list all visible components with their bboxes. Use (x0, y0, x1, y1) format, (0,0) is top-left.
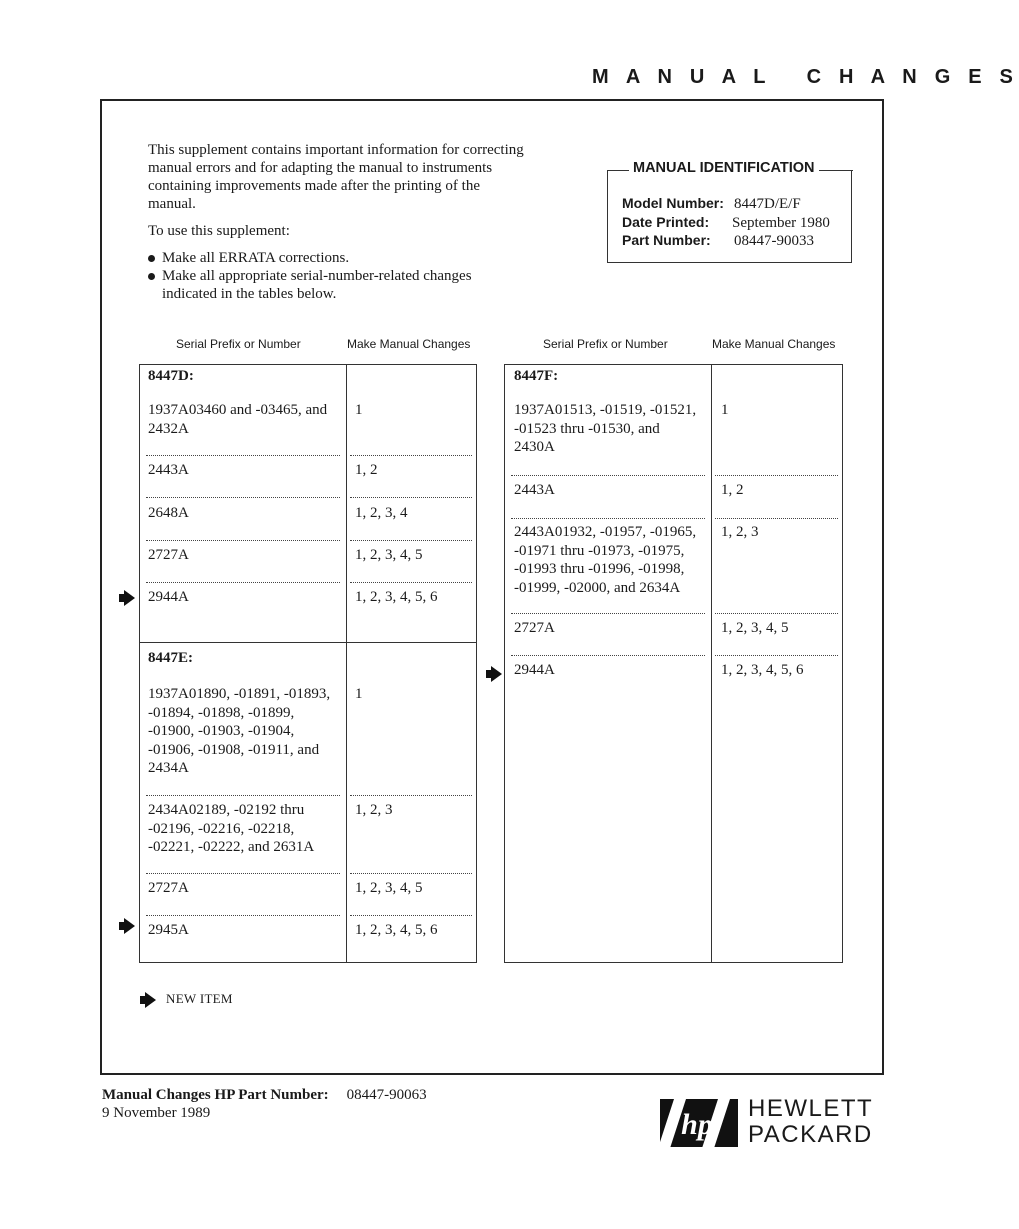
column-divider (711, 365, 712, 962)
column-divider (346, 365, 347, 962)
row-separator (350, 795, 472, 796)
row-separator (350, 582, 472, 583)
page-title: M A N U A L C H A N G E S (592, 66, 1019, 88)
serial-cell: 2443A01932, -01957, -01965, -01971 thru -01973, -01975, -01993 thru -01996, -01998, -01999, -02000, and 2634A (514, 524, 697, 596)
serial-cell: 2648A (148, 505, 189, 521)
changes-cell: 1, 2 (721, 482, 744, 498)
model-number-value: 8447D/E/F (734, 196, 801, 212)
row-separator (146, 582, 340, 583)
date-printed-value: September 1980 (732, 215, 830, 231)
box-border (819, 170, 853, 171)
row-separator (511, 518, 705, 519)
new-item-legend-arrow-icon (140, 992, 156, 1008)
serial-cell: 2727A (148, 547, 189, 563)
row-separator (146, 497, 340, 498)
row-separator (146, 540, 340, 541)
changes-cell: 1, 2, 3, 4, 5, 6 (355, 922, 438, 938)
row-separator (350, 540, 472, 541)
changes-cell: 1, 2, 3, 4, 5 (355, 547, 423, 563)
changes-cell: 1 (355, 402, 363, 418)
instruction-item: Make all ERRATA corrections. (148, 249, 528, 267)
serial-table-right (504, 364, 843, 963)
changes-cell: 1, 2, 3 (355, 802, 393, 818)
instruction-list (148, 249, 528, 303)
date-printed-label: Date Printed: (622, 214, 710, 230)
model-heading: 8447E: (148, 650, 193, 666)
brand-line-hewlett: HEWLETT (748, 1095, 874, 1122)
serial-column-header: Serial Prefix or Number (176, 337, 301, 351)
serial-table-left (139, 364, 477, 963)
part-number-label: Part Number: (622, 232, 711, 248)
row-separator (146, 873, 340, 874)
instruction-item: Make all appropriate serial-number-related changes indicated in the tables below. (148, 267, 528, 303)
row-separator (511, 475, 705, 476)
footer-part-value: 08447-90063 (346, 1087, 427, 1103)
brand-line-packard: PACKARD (748, 1121, 873, 1148)
part-number-value: 08447-90033 (734, 233, 814, 249)
serial-cell: 2944A (148, 589, 189, 605)
changes-cell: 1, 2 (355, 462, 378, 478)
row-separator (511, 613, 705, 614)
row-separator (715, 518, 838, 519)
serial-cell: 2727A (514, 620, 555, 636)
row-separator (350, 915, 472, 916)
changes-cell: 1, 2, 3, 4, 5, 6 (721, 662, 804, 678)
use-heading: To use this supplement: (148, 223, 290, 239)
model-number-label: Model Number: (622, 195, 724, 211)
serial-cell: 1937A01890, -01891, -01893, -01894, -01898, -01899, -01900, -01903, -01904, -01906, -01908, -01911, and 2434A (148, 686, 331, 776)
serial-cell: 2443A (514, 482, 555, 498)
footer-part-label: Manual Changes HP Part Number: (102, 1087, 329, 1103)
manual-identification-box (607, 160, 852, 263)
row-separator (715, 475, 838, 476)
brand-name (748, 1096, 873, 1148)
changes-cell: 1 (355, 686, 363, 702)
new-item-arrow-icon (486, 666, 502, 682)
row-separator (350, 873, 472, 874)
changes-cell: 1, 2, 3, 4, 5, 6 (355, 589, 438, 605)
serial-cell: 2944A (514, 662, 555, 678)
row-separator (146, 915, 340, 916)
intro-paragraph: This supplement contains important information for correcting manual errors and for adapting the manual to instruments containing improvements made after the printing of the manual. (148, 142, 524, 212)
hp-logo-icon (660, 1099, 738, 1147)
row-separator (350, 455, 472, 456)
new-item-arrow-icon (119, 918, 135, 934)
model-heading: 8447F: (514, 368, 559, 384)
footer (102, 1086, 427, 1122)
changes-cell: 1 (721, 402, 729, 418)
row-separator (511, 655, 705, 656)
changes-cell: 1, 2, 3, 4, 5 (721, 620, 789, 636)
row-separator (715, 613, 838, 614)
identification-title: MANUAL IDENTIFICATION (633, 160, 815, 176)
serial-cell: 2945A (148, 922, 189, 938)
serial-cell: 1937A03460 and -03465, and 2432A (148, 402, 328, 437)
row-separator (146, 795, 340, 796)
new-item-legend-label: NEW ITEM (166, 991, 233, 1006)
row-separator (715, 655, 838, 656)
row-separator (146, 455, 340, 456)
serial-column-header: Serial Prefix or Number (543, 337, 668, 351)
new-item-arrow-icon (119, 590, 135, 606)
serial-cell: 2727A (148, 880, 189, 896)
footer-date: 9 November 1989 (102, 1105, 211, 1121)
changes-cell: 1, 2, 3, 4 (355, 505, 408, 521)
changes-column-header: Make Manual Changes (712, 337, 836, 351)
changes-column-header: Make Manual Changes (347, 337, 471, 351)
serial-cell: 2443A (148, 462, 189, 478)
row-separator (350, 497, 472, 498)
hp-logo-text: hp (681, 1108, 713, 1141)
box-border (608, 170, 629, 171)
model-heading: 8447D: (148, 368, 194, 384)
changes-cell: 1, 2, 3, 4, 5 (355, 880, 423, 896)
serial-cell: 2434A02189, -02192 thru -02196, -02216, -02218, -02221, -02222, and 2631A (148, 802, 315, 855)
changes-cell: 1, 2, 3 (721, 524, 759, 540)
intro-section (148, 141, 528, 303)
serial-cell: 1937A01513, -01519, -01521, -01523 thru -01530, and 2430A (514, 402, 697, 455)
group-separator (140, 642, 476, 643)
